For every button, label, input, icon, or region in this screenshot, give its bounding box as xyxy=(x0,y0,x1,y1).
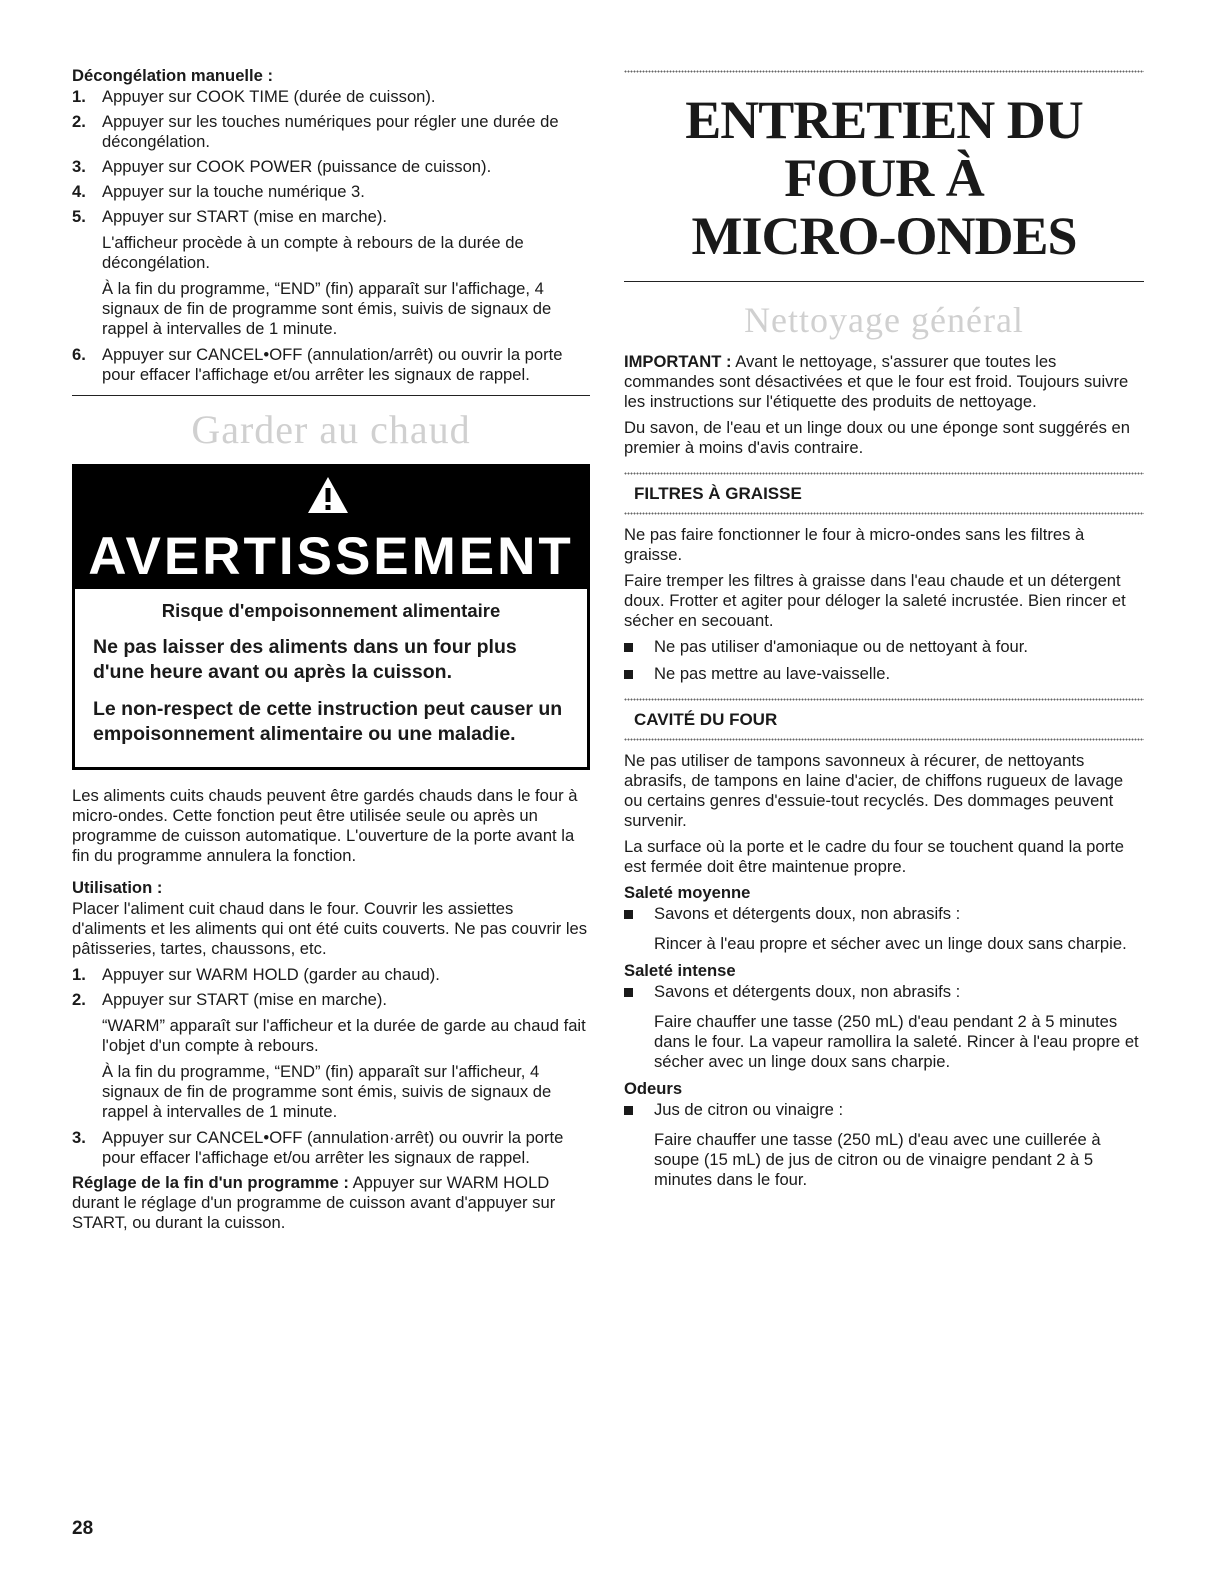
step-note: À la fin du programme, “END” (fin) apparaît sur l'afficheur, 4 signaux de fin de programme sont émis, suivis de signaux de rappel à intervalles de 1 minute. xyxy=(102,1062,552,1121)
heavy-soil-list xyxy=(624,982,1144,1072)
step-number: 5. xyxy=(72,207,86,226)
odors-list xyxy=(624,1100,1144,1190)
step-number: 2. xyxy=(72,112,86,131)
warning-header-text: AVERTISSEMENT xyxy=(88,527,574,586)
bullet-square-icon xyxy=(624,670,633,679)
filters-section-header xyxy=(624,472,1144,517)
general-cleaning-title: Nettoyage général xyxy=(744,300,1024,340)
step-text: Appuyer sur COOK TIME (durée de cuisson). xyxy=(102,87,436,106)
dotted-divider xyxy=(624,512,1144,517)
list-item xyxy=(72,1128,590,1168)
title-divider xyxy=(624,281,1144,282)
defrost-heading: Décongélation manuelle : xyxy=(72,66,274,85)
dotted-divider xyxy=(624,70,1144,75)
step-number: 1. xyxy=(72,965,86,984)
bullet-text: Savons et détergents doux, non abrasifs : xyxy=(654,982,961,1001)
warning-body xyxy=(75,589,587,767)
filters-paragraph: Ne pas faire fonctionner le four à micro-ondes sans les filtres à graisse. xyxy=(624,525,1085,564)
step-text: Appuyer sur CANCEL•OFF (annulation/arrêt) ou ouvrir la porte pour effacer l'affichage et/ou arrêter les signaux de rappel. xyxy=(102,345,563,384)
step-text: Appuyer sur les touches numériques pour régler une durée de décongélation. xyxy=(102,112,559,151)
list-item xyxy=(624,664,1144,684)
list-item xyxy=(72,990,590,1122)
end-setting-label: Réglage de la fin d'un programme : xyxy=(72,1173,349,1192)
step-text: Appuyer sur la touche numérique 3. xyxy=(102,182,365,201)
warm-hold-title: Garder au chaud xyxy=(191,407,471,452)
bullet-detail: Faire chauffer une tasse (250 mL) d'eau avec une cuillerée à soupe (15 mL) de jus de citron ou de vinaigre pendant 2 à 5 minutes dans le four. xyxy=(654,1130,1101,1189)
step-number: 2. xyxy=(72,990,86,1009)
step-note: À la fin du programme, “END” (fin) apparaît sur l'affichage, 4 signaux de fin de programme sont émis, suivis de signaux de rappel à intervalles de 1 minute. xyxy=(102,279,552,338)
warning-box xyxy=(72,464,590,770)
usage-steps xyxy=(72,965,590,1168)
warm-intro: Les aliments cuits chauds peuvent être gardés chauds dans le four à micro-ondes. Cette fonction peut être utilisée seule ou après un programme de cuisson automatique. L'ouverture de la porte avant la fin du programme annulera la fonction. xyxy=(72,786,578,865)
step-number: 6. xyxy=(72,345,86,364)
warning-instruction: Ne pas laisser des aliments dans un four plus d'une heure avant ou après la cuisson. xyxy=(93,636,517,683)
right-column xyxy=(624,66,1144,1197)
step-number: 3. xyxy=(72,157,86,176)
cavity-section-header xyxy=(624,698,1144,743)
page-title xyxy=(624,91,1144,265)
important-text: Avant le nettoyage, s'assurer que toutes les commandes sont désactivées et que le four est froid. Toujours suivre les instructions sur l'étiquette des produits de nettoyage. xyxy=(624,352,1129,411)
step-note: L'afficheur procède à un compte à rebours de la durée de décongélation. xyxy=(102,233,524,272)
filters-paragraph: Faire tremper les filtres à graisse dans l'eau chaude et un détergent doux. Frotter et agiter pour déloger la saleté incrustée. Bien rincer et sécher en secouant. xyxy=(624,571,1126,630)
step-text: Appuyer sur WARM HOLD (garder au chaud). xyxy=(102,965,440,984)
list-item xyxy=(624,637,1144,657)
defrost-steps xyxy=(72,87,590,385)
bullet-square-icon xyxy=(624,643,633,652)
list-item xyxy=(624,1100,1144,1190)
cavity-title: CAVITÉ DU FOUR xyxy=(634,710,778,729)
step-note: “WARM” apparaît sur l'afficheur et la durée de garde au chaud fait l'objet d'un compte à rebours. xyxy=(102,1016,586,1055)
list-item xyxy=(72,87,590,107)
bullet-square-icon xyxy=(624,988,633,997)
step-number: 3. xyxy=(72,1128,86,1147)
important-label: IMPORTANT : xyxy=(624,352,732,371)
step-text: Appuyer sur COOK POWER (puissance de cuisson). xyxy=(102,157,492,176)
medium-soil-heading: Saleté moyenne xyxy=(624,883,751,902)
filters-title: FILTRES À GRAISSE xyxy=(634,484,802,503)
bullet-detail: Faire chauffer une tasse (250 mL) d'eau pendant 2 à 5 minutes dans le four. La vapeur ramollira la saleté. Rincer à l'eau propre et sécher avec un linge doux sans charpie. xyxy=(654,1012,1139,1071)
cavity-paragraph: Ne pas utiliser de tampons savonneux à récurer, de nettoyants abrasifs, de tampons en laine d'acier, de chiffons rugueux de lavage ou certains genres d'essuie-tout recyclés. Des dommages peuvent survenir. xyxy=(624,751,1124,830)
list-item xyxy=(72,112,590,152)
warning-header xyxy=(75,467,587,589)
page-number: 28 xyxy=(72,1518,94,1539)
section-divider xyxy=(72,395,590,396)
heavy-soil-heading: Saleté intense xyxy=(624,961,736,980)
page-title-line-1: ENTRETIEN DU FOUR À xyxy=(685,90,1083,208)
list-item xyxy=(72,207,590,339)
list-item xyxy=(624,904,1144,954)
step-text: Appuyer sur CANCEL•OFF (annulation·arrêt) ou ouvrir la porte pour effacer l'affichage et/ou arrêter les signaux de rappel. xyxy=(102,1128,564,1167)
medium-soil-list xyxy=(624,904,1144,954)
step-text: Appuyer sur START (mise en marche). xyxy=(102,990,387,1009)
page-title-line-2: MICRO-ONDES xyxy=(691,206,1077,266)
bullet-text: Ne pas mettre au lave-vaisselle. xyxy=(654,664,891,683)
step-number: 4. xyxy=(72,182,86,201)
bullet-detail: Rincer à l'eau propre et sécher avec un linge doux sans charpie. xyxy=(654,934,1127,953)
list-item xyxy=(624,982,1144,1072)
warning-consequence: Le non-respect de cette instruction peut causer un empoisonnement alimentaire ou une maladie. xyxy=(93,698,563,745)
bullet-square-icon xyxy=(624,1106,633,1115)
step-number: 1. xyxy=(72,87,86,106)
list-item xyxy=(72,345,590,385)
end-setting-paragraph xyxy=(72,1173,590,1233)
list-item xyxy=(72,157,590,177)
cavity-paragraph: La surface où la porte et le cadre du four se touchent quand la porte est fermée doit être maintenue propre. xyxy=(624,837,1124,876)
warning-triangle-icon xyxy=(306,475,350,515)
dotted-divider xyxy=(624,738,1144,743)
list-item xyxy=(72,965,590,985)
bullet-text: Jus de citron ou vinaigre : xyxy=(654,1100,844,1119)
left-column xyxy=(72,66,590,1239)
list-item xyxy=(72,182,590,202)
step-text: Appuyer sur START (mise en marche). xyxy=(102,207,387,226)
warning-risk: Risque d'empoisonnement alimentaire xyxy=(161,600,501,621)
usage-intro: Placer l'aliment cuit chaud dans le four. Couvrir les assiettes d'aliments et les aliments qui ont été cuits couverts. Ne pas couvrir les pâtisseries, tartes, chaussons, etc. xyxy=(72,899,588,958)
bullet-square-icon xyxy=(624,910,633,919)
odors-heading: Odeurs xyxy=(624,1079,683,1098)
end-setting-text: Appuyer sur WARM HOLD durant le réglage d'un programme de cuisson avant d'appuyer sur START, ou durant la cuisson. xyxy=(72,1173,556,1232)
usage-heading: Utilisation : xyxy=(72,878,163,897)
bullet-text: Ne pas utiliser d'amoniaque ou de nettoyant à four. xyxy=(654,637,1029,656)
soap-paragraph: Du savon, de l'eau et un linge doux ou une éponge sont suggérés en premier à moins d'avis contraire. xyxy=(624,418,1130,457)
filters-bullets xyxy=(624,637,1144,684)
important-paragraph xyxy=(624,352,1144,412)
bullet-text: Savons et détergents doux, non abrasifs : xyxy=(654,904,961,923)
